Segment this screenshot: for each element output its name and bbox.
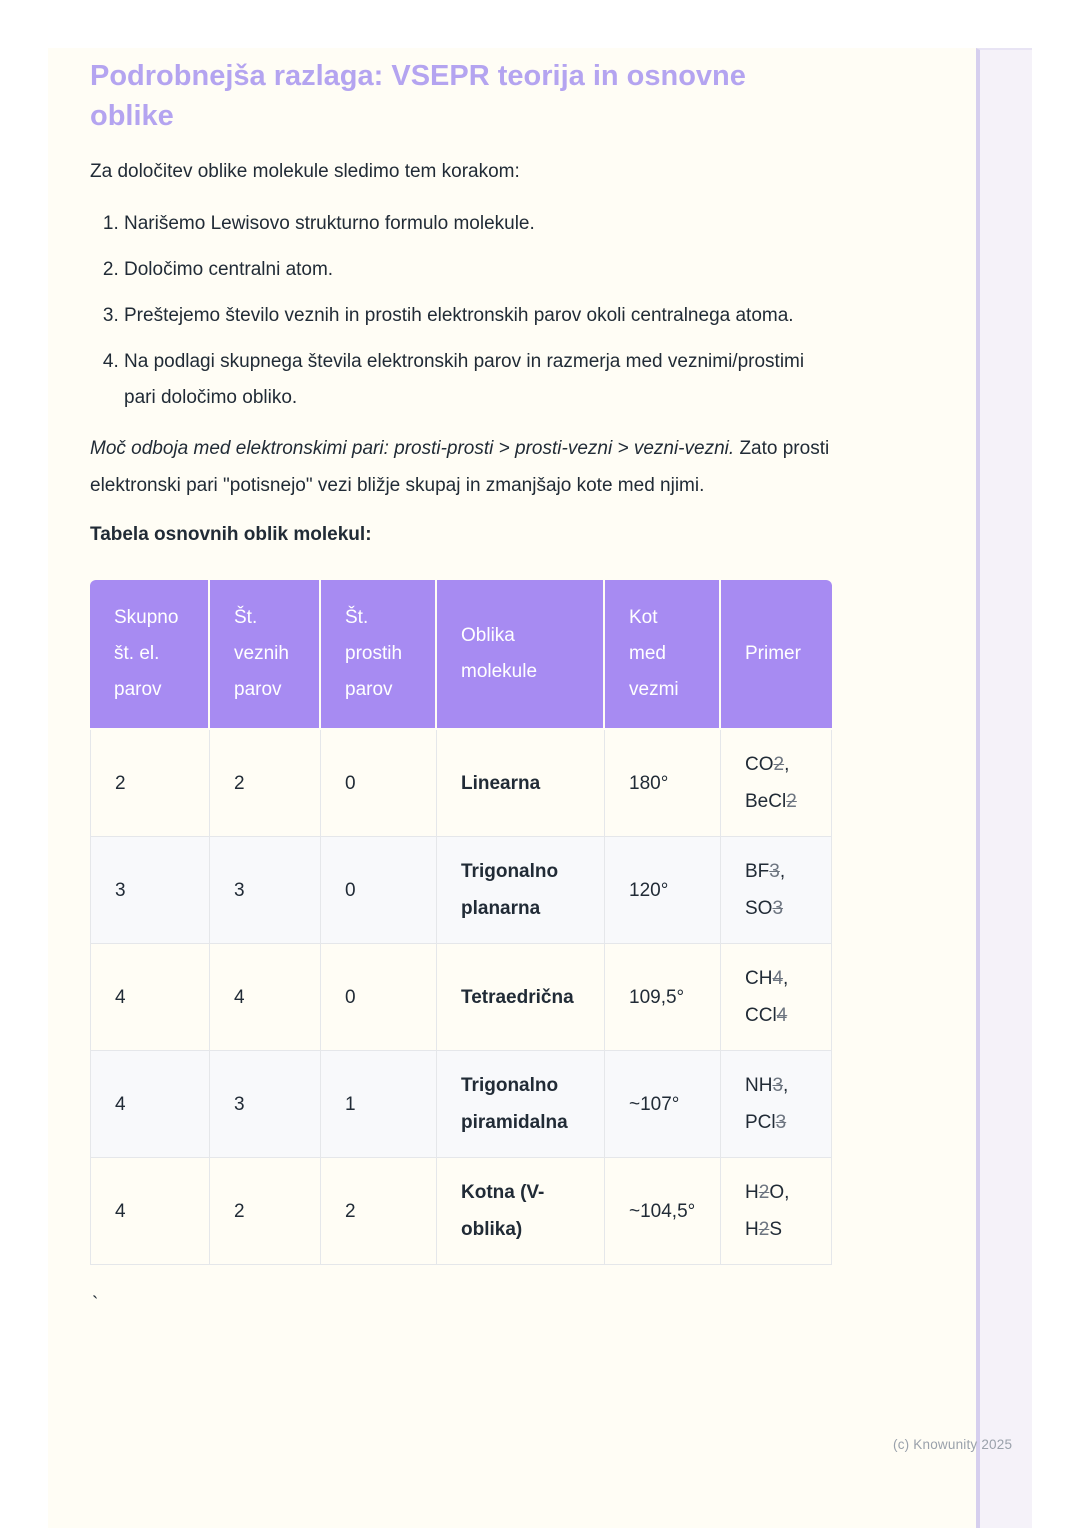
cell-total-pairs: 4 (90, 944, 210, 1051)
column-header-angle: Kot med vezmi (605, 580, 721, 730)
document-content (48, 48, 976, 1315)
cell-examples (721, 730, 832, 837)
cell-shape: Tetraedrična (437, 944, 605, 1051)
cell-lone-pairs: 0 (321, 730, 437, 837)
cell-shape: Linearna (437, 730, 605, 837)
cell-angle: ~107° (605, 1051, 721, 1158)
column-header-total-pairs: Skupno št. el. parov (90, 580, 210, 730)
cell-total-pairs: 2 (90, 730, 210, 837)
cell-bond-pairs: 4 (210, 944, 321, 1051)
note-italic: Moč odboja med elektronskimi pari: prosti-prosti > prosti-vezni > vezni-vezni. (90, 438, 735, 459)
table-header-row (90, 580, 832, 730)
cell-examples (721, 837, 832, 944)
cell-shape: Trigonalno planarna (437, 837, 605, 944)
list-item: 4. Na podlagi skupnega števila elektronskih parov in razmerja med veznimi/prostimi pari določimo obliko. (124, 344, 832, 416)
note-paragraph (90, 430, 832, 504)
chemical-formula: NH3, (745, 1075, 789, 1096)
table-row (90, 730, 832, 837)
table-row (90, 1051, 832, 1158)
cell-angle: 120° (605, 837, 721, 944)
note-rest: Zato prosti elektronski pari "potisnejo" vezi bližje skupaj in zmanjšajo kote med njimi. (90, 438, 830, 496)
chemical-formula: H2O, (745, 1182, 790, 1203)
cell-examples (721, 1051, 832, 1158)
list-item: 2. Določimo centralni atom. (124, 252, 832, 288)
cell-lone-pairs: 0 (321, 837, 437, 944)
cell-angle: 109,5° (605, 944, 721, 1051)
scrollbar-track[interactable] (976, 48, 1032, 1528)
column-header-bond-pairs: Št. veznih parov (210, 580, 321, 730)
table-row (90, 837, 832, 944)
table-row (90, 944, 832, 1051)
cell-lone-pairs: 2 (321, 1158, 437, 1265)
chemical-formula: BeCl2 (745, 791, 797, 812)
column-header-lone-pairs: Št. prostih parov (321, 580, 437, 730)
cell-examples (721, 944, 832, 1051)
cell-angle: ~104,5° (605, 1158, 721, 1265)
chemical-formula: CO2, (745, 754, 790, 775)
cell-bond-pairs: 2 (210, 1158, 321, 1265)
cell-total-pairs: 4 (90, 1051, 210, 1158)
document-page (48, 48, 976, 1528)
cell-total-pairs: 3 (90, 837, 210, 944)
cell-shape: Trigonalno piramidalna (437, 1051, 605, 1158)
cell-lone-pairs: 0 (321, 944, 437, 1051)
table-caption: Tabela osnovnih oblik molekul: (90, 524, 372, 545)
copyright-watermark: (c) Knowunity 2025 (893, 1437, 1013, 1452)
page-title: Podrobnejša razlaga: VSEPR teorija in osnovne oblike (90, 60, 746, 132)
column-header-example: Primer (721, 580, 832, 730)
cell-lone-pairs: 1 (321, 1051, 437, 1158)
cell-bond-pairs: 3 (210, 837, 321, 944)
intro-paragraph: Za določitev oblike molekule sledimo tem korakom: (90, 161, 520, 182)
chemical-formula: CCl4 (745, 1005, 788, 1026)
chemical-formula: BF3, (745, 861, 786, 882)
cell-total-pairs: 4 (90, 1158, 210, 1265)
chemical-formula: H2S (745, 1219, 782, 1240)
list-item: 1. Narišemo Lewisovo strukturno formulo molekule. (124, 206, 832, 242)
cell-shape: Kotna (V-oblika) (437, 1158, 605, 1265)
cell-bond-pairs: 3 (210, 1051, 321, 1158)
column-header-shape: Oblika molekule (437, 580, 605, 730)
chemical-formula: SO3 (745, 898, 784, 919)
cell-angle: 180° (605, 730, 721, 837)
steps-list (90, 206, 832, 416)
shapes-table (90, 580, 832, 1265)
stray-backtick: ` (92, 1294, 99, 1315)
list-item: 3. Preštejemo število veznih in prostih elektronskih parov okoli centralnega atoma. (124, 298, 832, 334)
chemical-formula: CH4, (745, 968, 789, 989)
table-row (90, 1158, 832, 1265)
cell-bond-pairs: 2 (210, 730, 321, 837)
chemical-formula: PCl3 (745, 1112, 787, 1133)
cell-examples (721, 1158, 832, 1265)
